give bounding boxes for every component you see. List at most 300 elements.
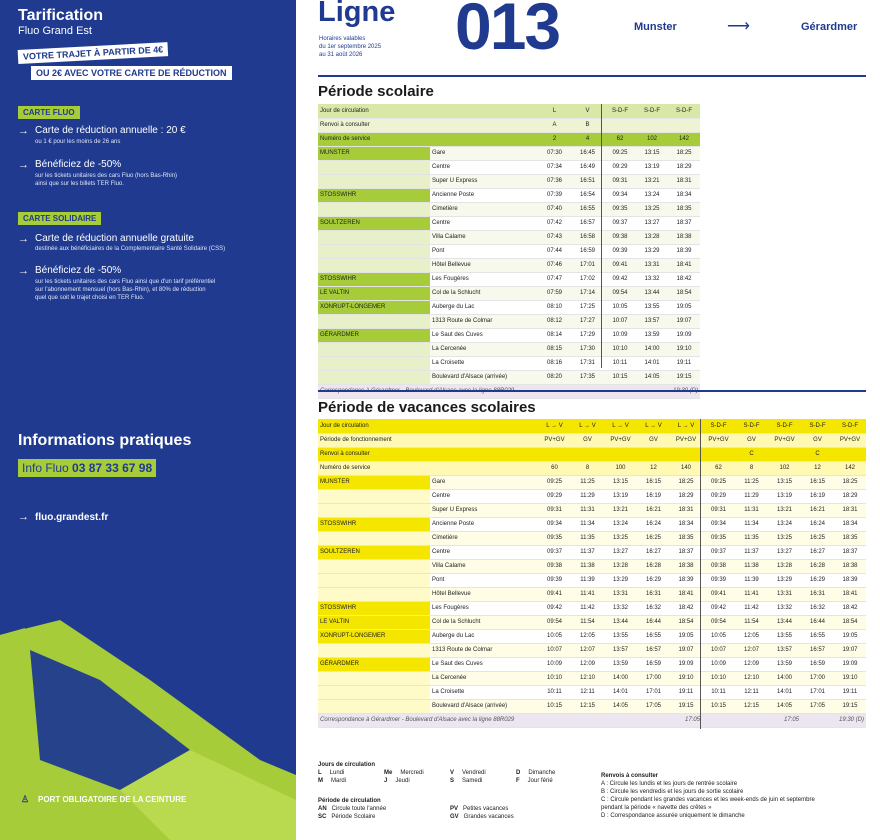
price-banner-1: VOTRE TRAJET À PARTIR DE 4€ — [18, 42, 169, 64]
time-cell: 11:54 — [735, 615, 768, 629]
time-cell: 16:44 — [637, 615, 670, 629]
header-cell — [702, 447, 735, 461]
time-cell: 09:42 — [604, 272, 636, 286]
header-cell — [604, 447, 637, 461]
time-cell: 07:47 — [538, 272, 571, 286]
legend-day-label: Lundi — [329, 770, 345, 776]
stop-name: La Croisette — [430, 356, 538, 370]
time-cell: 14:05 — [768, 699, 801, 713]
stop-name: La Cercenée — [430, 342, 538, 356]
time-cell: 11:29 — [571, 489, 604, 503]
header-cell — [430, 447, 538, 461]
commune-cell: STOSSWIHR — [318, 272, 430, 286]
time-cell: 17:05 — [801, 699, 834, 713]
header-cell: PV+GV — [670, 433, 702, 447]
time-cell: 10:09 — [702, 657, 735, 671]
time-cell: 18:25 — [668, 146, 700, 160]
carte-solidaire-item2-title: Bénéficiez de -50% — [35, 265, 122, 276]
header-cell: 12 — [801, 461, 834, 475]
commune-cell: GÉRARDMER — [318, 657, 430, 671]
header-cell — [604, 118, 636, 132]
legend-period-label: Circule toute l'année — [331, 806, 387, 812]
table-row — [318, 657, 866, 671]
info-title: Informations pratiques — [18, 432, 192, 449]
legend-day-code: V — [450, 770, 455, 776]
info-label: Info Fluo — [22, 461, 69, 475]
header-cell: V — [571, 104, 604, 118]
stop-name: Pont — [430, 244, 538, 258]
commune-cell — [318, 202, 430, 216]
legend-period-code: SC — [318, 814, 327, 820]
time-cell: 12:07 — [735, 643, 768, 657]
time-cell: 16:57 — [801, 643, 834, 657]
table-row — [318, 531, 866, 545]
time-cell: 18:29 — [834, 489, 866, 503]
legend-day-code: M — [318, 778, 323, 784]
header-cell: 2 — [538, 132, 571, 146]
stop-name: Centre — [430, 160, 538, 174]
time-cell: 11:38 — [571, 559, 604, 573]
header-cell: S-D-F — [801, 419, 834, 433]
time-cell: 18:39 — [834, 573, 866, 587]
header-cell: A — [538, 118, 571, 132]
time-cell: 16:54 — [571, 188, 604, 202]
time-cell: 16:29 — [801, 573, 834, 587]
time-cell: 11:38 — [735, 559, 768, 573]
time-cell: 13:57 — [636, 314, 668, 328]
time-cell: 16:31 — [801, 587, 834, 601]
table-row — [318, 573, 866, 587]
time-cell: 16:28 — [801, 559, 834, 573]
time-cell: 13:27 — [636, 216, 668, 230]
correspondance-time: 17:05 — [637, 713, 702, 727]
legend-day — [384, 769, 450, 777]
header-cell: 100 — [604, 461, 637, 475]
header-cell — [430, 419, 538, 433]
time-cell: 19:09 — [834, 657, 866, 671]
time-cell: 19:07 — [668, 314, 700, 328]
commune-cell: STOSSWIHR — [318, 601, 430, 615]
time-cell: 16:32 — [637, 601, 670, 615]
time-cell: 13:27 — [768, 545, 801, 559]
legend-day — [516, 777, 582, 785]
time-cell: 09:37 — [604, 216, 636, 230]
time-cell: 13:19 — [604, 489, 637, 503]
header-cell — [636, 118, 668, 132]
stop-name: Centre — [430, 216, 538, 230]
time-cell: 19:09 — [670, 657, 702, 671]
header-cell: GV — [801, 433, 834, 447]
time-cell: 07:39 — [538, 188, 571, 202]
time-cell: 18:35 — [670, 531, 702, 545]
time-cell: 13:15 — [636, 146, 668, 160]
time-cell: 18:38 — [668, 230, 700, 244]
time-cell: 07:59 — [538, 286, 571, 300]
time-cell: 18:25 — [670, 475, 702, 489]
time-cell: 16:29 — [637, 573, 670, 587]
validity-text — [319, 35, 381, 59]
time-cell: 18:31 — [670, 503, 702, 517]
time-cell: 16:55 — [571, 202, 604, 216]
stop-name: Col de la Schlucht — [430, 615, 538, 629]
commune-cell — [318, 342, 430, 356]
time-cell: 18:37 — [834, 545, 866, 559]
commune-cell — [318, 643, 430, 657]
time-cell: 08:10 — [538, 300, 571, 314]
time-cell: 09:39 — [538, 573, 571, 587]
time-cell: 08:15 — [538, 342, 571, 356]
time-cell: 19:11 — [668, 356, 700, 370]
time-cell: 09:25 — [538, 475, 571, 489]
stop-name: 1313 Route de Colmar — [430, 643, 538, 657]
time-cell: 08:20 — [538, 370, 571, 384]
table-row — [318, 629, 866, 643]
time-cell: 10:09 — [604, 328, 636, 342]
time-cell: 18:29 — [668, 160, 700, 174]
time-cell: 12:09 — [735, 657, 768, 671]
time-cell: 16:19 — [637, 489, 670, 503]
stop-name: Les Fougères — [430, 601, 538, 615]
header-cell: GV — [735, 433, 768, 447]
time-cell: 13:27 — [604, 545, 637, 559]
carte-fluo-item2-sub1: sur les tickets unitaires des cars Fluo (hors Bas-Rhin) — [35, 173, 178, 179]
commune-cell: SOULTZEREN — [318, 216, 430, 230]
time-cell: 09:29 — [538, 489, 571, 503]
time-cell: 11:39 — [571, 573, 604, 587]
table-header-row — [318, 447, 866, 461]
time-cell: 11:34 — [735, 517, 768, 531]
header-label: Jour de circulation — [318, 104, 430, 118]
table-row — [318, 216, 700, 230]
legend-day-label: Mardi — [331, 778, 347, 784]
time-cell: 18:34 — [670, 517, 702, 531]
time-cell: 13:57 — [768, 643, 801, 657]
time-cell: 07:34 — [538, 160, 571, 174]
table-row — [318, 517, 866, 531]
time-cell: 16:32 — [801, 601, 834, 615]
header-cell: S-D-F — [668, 104, 700, 118]
table-row — [318, 545, 866, 559]
stop-name: Le Saut des Cuves — [430, 657, 538, 671]
time-cell: 13:55 — [604, 629, 637, 643]
table-row — [318, 356, 700, 370]
table-header-row — [318, 461, 866, 475]
header-cell — [430, 433, 538, 447]
time-cell: 11:54 — [571, 615, 604, 629]
legend-period — [318, 805, 450, 813]
time-cell: 16:59 — [571, 244, 604, 258]
stop-name: Auberge du Lac — [430, 300, 538, 314]
header-cell: S-D-F — [636, 104, 668, 118]
header-label: Renvoi à consulter — [318, 447, 430, 461]
commune-cell — [318, 174, 430, 188]
time-cell: 16:58 — [571, 230, 604, 244]
time-cell: 17:01 — [801, 685, 834, 699]
scolaire-title: Période scolaire — [318, 83, 434, 100]
header-cell — [637, 447, 670, 461]
time-cell: 13:29 — [604, 573, 637, 587]
legend-period — [450, 805, 582, 813]
column-divider — [601, 104, 602, 368]
table-row — [318, 286, 700, 300]
time-cell: 13:29 — [636, 244, 668, 258]
time-cell: 13:19 — [636, 160, 668, 174]
header-cell — [768, 447, 801, 461]
header-label: Période de fonctionnement — [318, 433, 430, 447]
time-cell: 12:05 — [571, 629, 604, 643]
vacances-title: Période de vacances scolaires — [318, 399, 536, 416]
time-cell: 19:07 — [834, 643, 866, 657]
time-cell: 18:34 — [834, 517, 866, 531]
time-cell: 16:57 — [637, 643, 670, 657]
header-cell: L → V — [571, 419, 604, 433]
header-cell — [430, 104, 538, 118]
carte-solidaire-item1-title: Carte de réduction annuelle gratuite — [35, 233, 194, 244]
time-cell: 13:15 — [768, 475, 801, 489]
info-phone[interactable]: 03 87 33 67 98 — [72, 461, 153, 475]
time-cell: 11:34 — [571, 517, 604, 531]
header-cell: GV — [637, 433, 670, 447]
header-cell — [834, 447, 866, 461]
table-row — [318, 643, 866, 657]
vacances-timetable — [318, 419, 866, 728]
time-cell: 14:00 — [636, 342, 668, 356]
table-row — [318, 160, 700, 174]
time-cell: 18:42 — [834, 601, 866, 615]
time-cell: 13:59 — [768, 657, 801, 671]
time-cell: 13:44 — [604, 615, 637, 629]
time-cell: 17:00 — [637, 671, 670, 685]
info-phone-box[interactable] — [18, 459, 156, 477]
time-cell: 14:01 — [604, 685, 637, 699]
time-cell: 13:24 — [768, 517, 801, 531]
time-cell: 09:37 — [538, 545, 571, 559]
table-row — [318, 272, 700, 286]
stop-name: Villa Calame — [430, 230, 538, 244]
table-row — [318, 202, 700, 216]
legend-day — [384, 777, 450, 785]
time-cell: 11:41 — [571, 587, 604, 601]
time-cell: 16:28 — [637, 559, 670, 573]
time-cell: 10:15 — [702, 699, 735, 713]
header-cell: 62 — [604, 132, 636, 146]
time-cell: 10:11 — [604, 356, 636, 370]
time-cell: 18:54 — [668, 286, 700, 300]
time-cell: 11:39 — [735, 573, 768, 587]
stop-name: Centre — [430, 489, 538, 503]
header-cell: 60 — [538, 461, 571, 475]
commune-cell — [318, 531, 430, 545]
stop-name: Hôtel Bellevue — [430, 587, 538, 601]
time-cell: 16:44 — [801, 615, 834, 629]
time-cell: 12:05 — [735, 629, 768, 643]
time-cell: 12:09 — [571, 657, 604, 671]
time-cell: 09:29 — [702, 489, 735, 503]
time-cell: 09:41 — [604, 258, 636, 272]
header-label: Numéro de service — [318, 461, 430, 475]
header-cell: 62 — [702, 461, 735, 475]
table-row — [318, 699, 866, 713]
table-row — [318, 601, 866, 615]
time-cell: 16:21 — [801, 503, 834, 517]
stop-name: Le Saut des Cuves — [430, 328, 538, 342]
time-cell: 16:25 — [637, 531, 670, 545]
time-cell: 13:21 — [768, 503, 801, 517]
correspondance-time: 17:05 — [702, 713, 801, 727]
time-cell: 09:29 — [604, 160, 636, 174]
time-cell: 18:34 — [668, 188, 700, 202]
correspondance-time: 19:30 (D) — [801, 713, 866, 727]
time-cell: 09:54 — [702, 615, 735, 629]
table-row — [318, 503, 866, 517]
carte-fluo-item1-title: Carte de réduction annuelle : 20 € — [35, 125, 186, 136]
stop-name: Cimetière — [430, 531, 538, 545]
header-cell: S-D-F — [604, 104, 636, 118]
legend-period-code: PV — [450, 806, 459, 812]
time-cell: 13:44 — [768, 615, 801, 629]
time-cell: 14:00 — [768, 671, 801, 685]
time-cell: 17:25 — [571, 300, 604, 314]
time-cell: 18:31 — [834, 503, 866, 517]
legend-day-code: J — [384, 778, 388, 784]
time-cell: 09:42 — [702, 601, 735, 615]
commune-cell — [318, 489, 430, 503]
stop-name: 1313 Route de Colmar — [430, 314, 538, 328]
time-cell: 10:10 — [702, 671, 735, 685]
stop-name: Boulevard d'Alsace (arrivée) — [430, 370, 538, 384]
website-link[interactable]: fluo.grandest.fr — [35, 512, 109, 523]
header-cell: B — [571, 118, 604, 132]
time-cell: 11:31 — [571, 503, 604, 517]
time-cell: 16:57 — [571, 216, 604, 230]
time-cell: 09:39 — [702, 573, 735, 587]
legend-renvoi: pendant la période « navette des crêtes » — [601, 805, 712, 811]
carte-solidaire-item2-sub1: sur les tickets unitaires des cars Fluo ainsi que d'un tarif préférentiel — [35, 279, 216, 285]
header-cell: 102 — [768, 461, 801, 475]
header-cell — [668, 118, 700, 132]
header-cell: S-D-F — [768, 419, 801, 433]
legend-periode-title: Période de circulation — [318, 798, 381, 804]
header-cell: PV+GV — [702, 433, 735, 447]
origin-name: Munster — [634, 21, 677, 33]
time-cell: 18:29 — [670, 489, 702, 503]
time-cell: 13:21 — [636, 174, 668, 188]
legend-renvoi: C : Circule pendant les grandes vacances et les week-ends de juin et septembre — [601, 797, 815, 803]
time-cell: 12:07 — [571, 643, 604, 657]
time-cell: 09:38 — [702, 559, 735, 573]
header-cell: S-D-F — [735, 419, 768, 433]
table-row — [318, 258, 700, 272]
time-cell: 19:07 — [670, 643, 702, 657]
legend-day-label: Jeudi — [395, 778, 410, 784]
header-cell: 12 — [637, 461, 670, 475]
legend-day-code: L — [318, 770, 322, 776]
header-cell: 8 — [571, 461, 604, 475]
time-cell: 17:31 — [571, 356, 604, 370]
time-cell: 19:09 — [668, 328, 700, 342]
time-cell: 19:15 — [668, 370, 700, 384]
time-cell: 18:38 — [670, 559, 702, 573]
time-cell: 09:31 — [604, 174, 636, 188]
seatbelt-notice: PORT OBLIGATOIRE DE LA CEINTURE — [38, 795, 187, 804]
time-cell: 12:10 — [571, 671, 604, 685]
time-cell: 13:32 — [636, 272, 668, 286]
arrow-right-icon: → — [18, 511, 29, 523]
validity-line2: du 1er septembre 2025 — [319, 44, 382, 50]
time-cell: 08:16 — [538, 356, 571, 370]
table-row — [318, 685, 866, 699]
time-cell: 18:37 — [670, 545, 702, 559]
time-cell: 14:05 — [604, 699, 637, 713]
time-cell: 17:30 — [571, 342, 604, 356]
time-cell: 18:41 — [668, 258, 700, 272]
time-cell: 12:15 — [735, 699, 768, 713]
time-cell: 11:35 — [571, 531, 604, 545]
time-cell: 16:21 — [637, 503, 670, 517]
time-cell: 14:05 — [636, 370, 668, 384]
table-row — [318, 174, 700, 188]
time-cell: 16:24 — [637, 517, 670, 531]
commune-cell: MUNSTER — [318, 475, 430, 489]
time-cell: 18:31 — [668, 174, 700, 188]
commune-cell: MUNSTER — [318, 146, 430, 160]
time-cell: 11:31 — [735, 503, 768, 517]
time-cell: 19:05 — [668, 300, 700, 314]
arrow-right-icon: → — [18, 159, 29, 171]
legend-day — [318, 769, 384, 777]
time-cell: 16:51 — [571, 174, 604, 188]
time-cell: 18:39 — [670, 573, 702, 587]
time-cell: 16:15 — [801, 475, 834, 489]
carte-fluo-item2-title: Bénéficiez de -50% — [35, 159, 122, 170]
time-cell: 11:25 — [735, 475, 768, 489]
header-cell — [430, 132, 538, 146]
time-cell: 11:25 — [571, 475, 604, 489]
time-cell: 12:11 — [571, 685, 604, 699]
time-cell: 18:41 — [834, 587, 866, 601]
time-cell: 18:41 — [670, 587, 702, 601]
stop-name: Pont — [430, 573, 538, 587]
header-cell — [430, 461, 538, 475]
time-cell: 11:42 — [571, 601, 604, 615]
time-cell: 09:34 — [604, 188, 636, 202]
table-row — [318, 370, 700, 384]
pricing-subtitle: Fluo Grand Est — [18, 25, 92, 37]
validity-line1: Horaires valables — [319, 36, 366, 42]
time-cell: 09:35 — [702, 531, 735, 545]
commune-cell — [318, 230, 430, 244]
line-number: 013 — [455, 0, 560, 63]
commune-cell — [318, 370, 430, 384]
time-cell: 09:41 — [538, 587, 571, 601]
carte-fluo-badge: CARTE FLUO — [18, 106, 80, 119]
footnote-row — [318, 713, 866, 727]
table-row — [318, 342, 700, 356]
table-row — [318, 475, 866, 489]
time-cell: 09:54 — [604, 286, 636, 300]
carte-solidaire-item1-sub: destinée aux bénéficiaires de la Complementaire Santé Solidaire (CSS) — [35, 246, 226, 252]
carte-solidaire-item2-sub2: sur l'abonnement mensuel (hors Bas-Rhin), et 80% de réduction — [35, 287, 206, 293]
legend-renvois-title: Renvois à consulter — [601, 773, 659, 779]
header-cell — [430, 118, 538, 132]
time-cell: 09:25 — [604, 146, 636, 160]
time-cell: 11:41 — [735, 587, 768, 601]
ligne-label: Ligne — [318, 0, 396, 28]
time-cell: 17:27 — [571, 314, 604, 328]
header-cell: C — [735, 447, 768, 461]
header-cell: 142 — [668, 132, 700, 146]
header-cell: PV+GV — [538, 433, 571, 447]
